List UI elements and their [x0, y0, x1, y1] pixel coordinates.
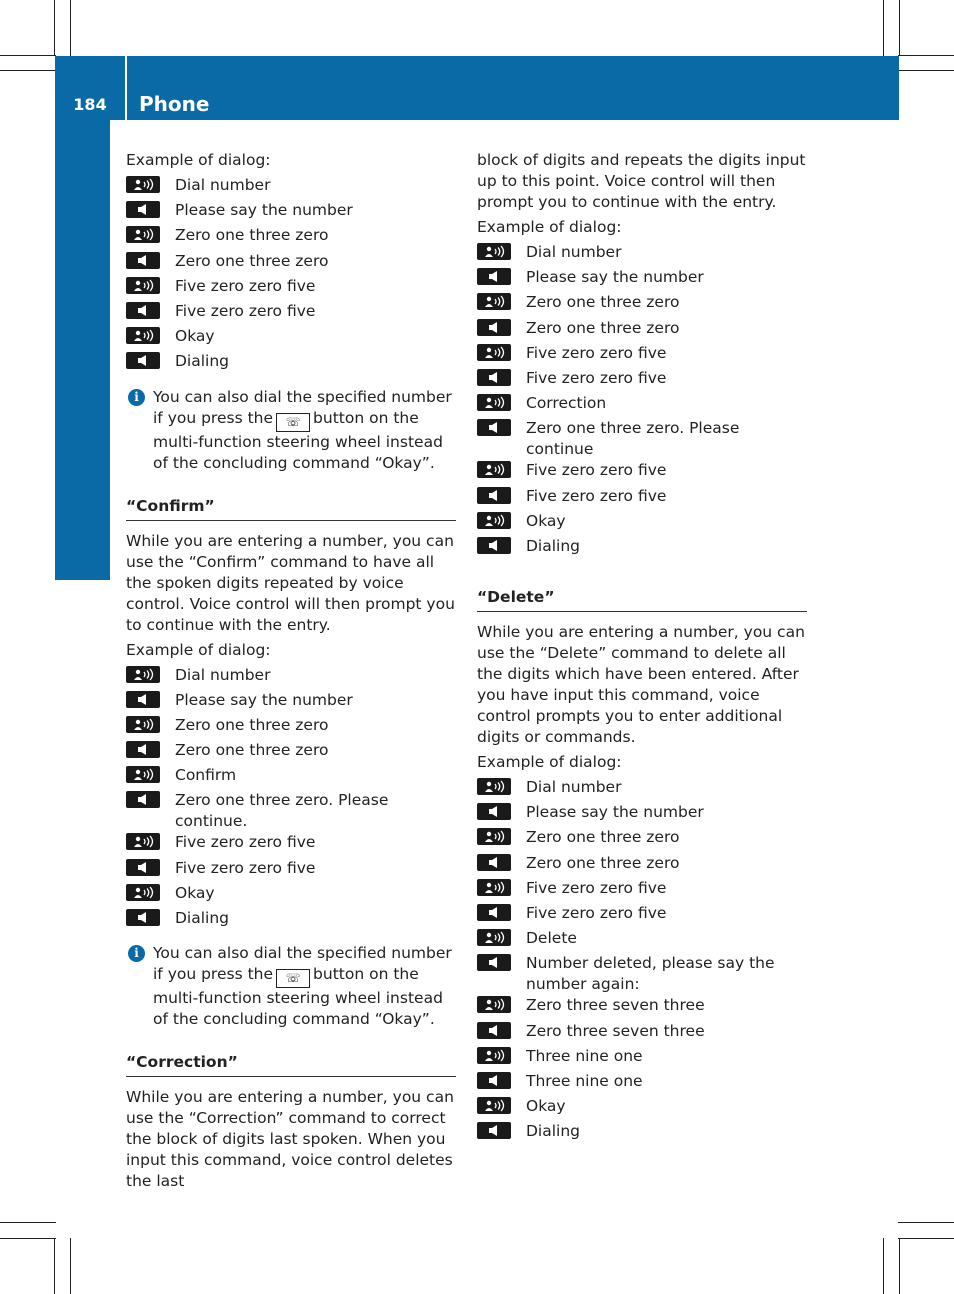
dialog-text: Three nine one [526, 1046, 643, 1065]
crop-mark [899, 0, 900, 56]
dialog-row-system [126, 790, 456, 832]
dialog-row-system [477, 853, 807, 878]
crop-mark [54, 1238, 55, 1294]
system-speaker-icon [477, 268, 511, 285]
dialog-row-user [126, 175, 456, 200]
dialog-text: Zero one three zero. Please continue [526, 419, 740, 459]
crop-mark [0, 1238, 56, 1239]
dialog-row-system [126, 251, 456, 276]
dialog-text: Five zero zero five [175, 301, 316, 320]
speaker-voice-icon [126, 716, 160, 733]
dialog-text: Zero one three zero [526, 828, 680, 847]
dialog-text: Zero one three zero [526, 293, 680, 312]
dialog-text: Five zero zero five [526, 343, 667, 362]
section-paragraph: While you are entering a number, you can use the “Delete” command to delete all the digits which have been entered. After you have input this command, voice control prompts you to enter additional digits or commands. [477, 623, 805, 747]
section-heading-correction: “Correction” [126, 1052, 456, 1077]
dialog-row-system [477, 953, 807, 995]
dialog-text: Five zero zero five [526, 878, 667, 897]
dialog-text: Number deleted, please say the number again: [526, 954, 775, 994]
dialog-row-user [126, 883, 456, 908]
system-speaker-icon [126, 352, 160, 369]
dialog-text: Five zero zero five [175, 858, 316, 877]
system-speaker-icon [126, 252, 160, 269]
dialog-row-user [126, 326, 456, 351]
dialog-text: Dial number [526, 243, 622, 261]
system-speaker-icon [477, 1022, 511, 1039]
crop-mark [54, 0, 55, 56]
crop-mark [898, 55, 954, 56]
page-number: 184 [73, 95, 107, 114]
info-icon: i [128, 945, 145, 962]
speaker-voice-icon [477, 243, 511, 260]
dialog-row-system [477, 418, 807, 460]
speaker-voice-icon [477, 828, 511, 845]
speaker-voice-icon [126, 884, 160, 901]
system-speaker-icon [477, 1122, 511, 1139]
crop-mark [70, 1238, 71, 1294]
system-speaker-icon [477, 537, 511, 554]
crop-mark [898, 1222, 954, 1223]
dialog-intro: Example of dialog: [126, 151, 271, 169]
dialog-list [477, 777, 807, 1146]
note-text-b: button on the multi-function steering wheel instead of the concluding command “Okay”. [153, 965, 443, 1029]
info-note-text [153, 387, 456, 474]
dialog-row-user [126, 665, 456, 690]
dialog-list [126, 175, 456, 377]
info-note-text [153, 943, 456, 1030]
dialog-text: Okay [175, 883, 215, 902]
dialog-row-system [126, 858, 456, 883]
dialog-row-user [477, 928, 807, 953]
note-text-b: button on the multi-function steering wheel instead of the concluding command “Okay”. [153, 408, 443, 472]
dialog-row-user [477, 511, 807, 536]
page-header [55, 56, 899, 120]
dialog-row-system [477, 1021, 807, 1046]
dialog-text: Dial number [526, 778, 622, 797]
info-note [126, 943, 456, 1030]
speaker-voice-icon [126, 833, 160, 850]
speaker-voice-icon [477, 293, 511, 310]
dialog-row-user [477, 460, 807, 485]
dialog-text: Zero one three zero [175, 251, 329, 270]
speaker-voice-icon [126, 277, 160, 294]
crop-mark [898, 1238, 954, 1239]
dialog-intro: Example of dialog: [477, 753, 622, 772]
speaker-voice-icon [126, 176, 160, 193]
dialog-text: Three nine one [526, 1071, 643, 1090]
speaker-voice-icon [477, 461, 511, 478]
crop-mark [70, 0, 71, 56]
system-speaker-icon [477, 487, 511, 504]
dialog-row-user [477, 343, 807, 368]
speaker-voice-icon [477, 879, 511, 896]
dialog-text: Dial number [175, 176, 271, 194]
speaker-voice-icon [126, 327, 160, 344]
note-text-a: You can also dial the specified number if you press the [153, 944, 452, 984]
dialog-text: Please say the number [526, 268, 704, 287]
speaker-voice-icon [477, 512, 511, 529]
dialog-row-system [477, 903, 807, 928]
system-speaker-icon [477, 904, 511, 921]
speaker-voice-icon [477, 778, 511, 795]
side-tab-label [60, 378, 88, 452]
dialog-row-system [126, 740, 456, 765]
system-speaker-icon [126, 741, 160, 758]
system-speaker-icon [477, 319, 511, 336]
dialog-text: Zero one three zero [175, 226, 329, 245]
dialog-row-system [126, 690, 456, 715]
dialog-row-user [126, 225, 456, 250]
dialog-text: Dial number [175, 665, 271, 684]
speaker-voice-icon [477, 929, 511, 946]
dialog-list [126, 665, 456, 934]
dialog-row-system [477, 368, 807, 393]
dialog-row-system [477, 1121, 807, 1146]
info-icon: i [128, 389, 145, 406]
dialog-row-user [477, 393, 807, 418]
system-speaker-icon [477, 1072, 511, 1089]
right-column [477, 150, 807, 1147]
system-speaker-icon [126, 791, 160, 808]
phone-button-icon: ☏ [276, 413, 310, 432]
dialog-row-system [126, 200, 456, 225]
dialog-row-system [477, 267, 807, 292]
dialog-row-system [126, 908, 456, 933]
dialog-row-user [126, 715, 456, 740]
dialog-text: Five zero zero five [175, 833, 316, 852]
dialog-row-user [477, 292, 807, 317]
dialog-row-system [477, 1071, 807, 1096]
dialog-list [477, 242, 807, 561]
system-speaker-icon [126, 909, 160, 926]
dialog-row-system [126, 351, 456, 376]
dialog-row-system [477, 802, 807, 827]
dialog-text: Zero one three zero. Please continue. [175, 791, 389, 831]
dialog-text: Dialing [526, 1122, 581, 1141]
dialog-text: Zero one three zero [526, 853, 680, 872]
speaker-voice-icon [477, 1047, 511, 1064]
system-speaker-icon [477, 803, 511, 820]
dialog-text: Dialing [526, 536, 581, 555]
speaker-voice-icon [126, 226, 160, 243]
crop-mark [0, 70, 56, 71]
system-speaker-icon [126, 201, 160, 218]
crop-mark [899, 1238, 900, 1294]
dialog-row-user [477, 777, 807, 802]
speaker-voice-icon [477, 394, 511, 411]
dialog-text: Please say the number [175, 201, 353, 220]
dialog-row-user [126, 765, 456, 790]
left-column [126, 150, 456, 1196]
section-heading-delete: “Delete” [477, 587, 807, 612]
dialog-text: Five zero zero five [175, 276, 316, 295]
dialog-row-user [477, 878, 807, 903]
system-speaker-icon [477, 369, 511, 386]
dialog-text: Five zero zero five [526, 368, 667, 387]
dialog-row-system [477, 486, 807, 511]
dialog-row-system [477, 318, 807, 343]
dialog-text: Okay [526, 1097, 566, 1116]
system-speaker-icon [126, 691, 160, 708]
section-heading-confirm: “Confirm” [126, 496, 456, 521]
speaker-voice-icon [477, 344, 511, 361]
crop-mark [883, 1238, 884, 1294]
dialog-text: Okay [526, 511, 566, 530]
dialog-row-system [477, 536, 807, 561]
dialog-text: Correction [526, 394, 607, 413]
dialog-text: Dialing [175, 909, 230, 927]
speaker-voice-icon [477, 996, 511, 1013]
dialog-text: Zero one three zero [175, 741, 329, 760]
dialog-row-system [126, 301, 456, 326]
header-divider [125, 56, 127, 120]
dialog-intro: Example of dialog: [477, 218, 622, 236]
dialog-text: Zero three seven three [526, 996, 705, 1015]
page-title: Phone [139, 92, 210, 116]
dialog-row-user [477, 1096, 807, 1121]
system-speaker-icon [477, 954, 511, 971]
crop-mark [0, 1222, 56, 1223]
dialog-text: Dialing [175, 352, 230, 371]
crop-mark [898, 70, 954, 71]
system-speaker-icon [477, 854, 511, 871]
dialog-text: Delete [526, 929, 577, 948]
dialog-row-user [477, 242, 807, 267]
speaker-voice-icon [126, 666, 160, 683]
phone-button-icon: ☏ [276, 969, 310, 988]
dialog-row-user [126, 832, 456, 857]
system-speaker-icon [126, 302, 160, 319]
dialog-text: Please say the number [526, 803, 704, 822]
dialog-text: Zero three seven three [526, 1021, 705, 1040]
dialog-text: Confirm [175, 766, 237, 785]
speaker-voice-icon [477, 1097, 511, 1114]
dialog-text: Five zero zero five [526, 904, 667, 922]
dialog-text: Please say the number [175, 690, 353, 709]
dialog-row-user [477, 827, 807, 852]
note-text-a: You can also dial the specified number if you press the [153, 387, 452, 427]
system-speaker-icon [126, 859, 160, 876]
dialog-text: Five zero zero five [526, 461, 667, 480]
dialog-row-user [477, 995, 807, 1020]
dialog-text: Zero one three zero [526, 318, 680, 337]
dialog-text: Zero one three zero [175, 715, 329, 734]
section-paragraph: block of digits and repeats the digits input up to this point. Voice control will then prompt you to continue with the entry. [477, 151, 806, 211]
dialog-row-user [477, 1046, 807, 1071]
system-speaker-icon [477, 419, 511, 436]
info-note [126, 387, 456, 474]
dialog-row-user [126, 276, 456, 301]
section-paragraph: While you are entering a number, you can use the “Confirm” command to have all the spoken digits repeated by voice control. Voice control will then prompt you to continue with the entry. [126, 531, 455, 634]
dialog-text: Okay [175, 327, 215, 346]
dialog-intro: Example of dialog: [126, 640, 271, 659]
crop-mark [0, 55, 56, 56]
dialog-text: Five zero zero five [526, 486, 667, 505]
speaker-voice-icon [126, 766, 160, 783]
crop-mark [883, 0, 884, 56]
section-paragraph: While you are entering a number, you can use the “Correction” command to correct the block of digits last spoken. When you input this command, voice control deletes the last [126, 1088, 454, 1191]
